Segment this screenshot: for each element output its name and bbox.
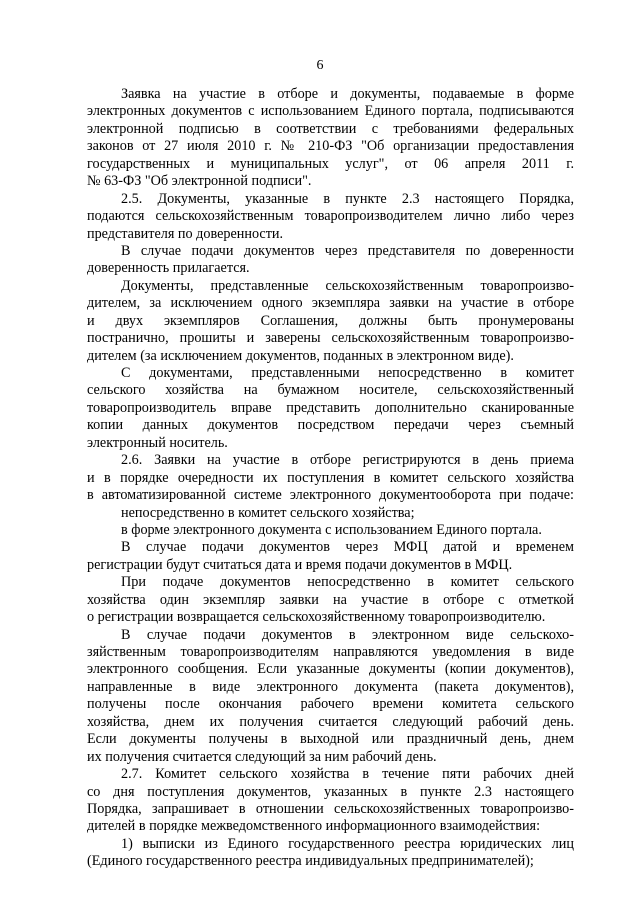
text-line: 2.5. Документы, указанные в пункте 2.3 настоящего Порядка, [121,190,574,207]
text-line: электронный носитель. [87,434,228,451]
text-line: и двух экземпляров Соглашения, должны быть пронумерованы [87,312,574,329]
text-line: 2.7. Комитет сельского хозяйства в течение пяти рабочих дней [121,766,574,783]
text-line: При подаче документов непосредственно в комитет сельского [121,574,574,591]
text-line: 1) выписки из Единого государственного реестра юридических лиц [121,835,574,852]
text-line: (Единого государственного реестра индивидуальных предпринимателей); [87,853,534,870]
text-line: представителя по доверенности. [87,225,284,242]
page-number: 6 [316,58,324,73]
text-line: получены после окончания рабочего времени комитета сельского [87,696,574,713]
text-line: копии данных документов посредством передачи через съемный [87,417,574,434]
text-line: законов от 27 июля 2010 г. № 210-ФЗ "Об организации предоставления [87,138,574,155]
text-line: хозяйства, днем их получения считается следующий рабочий день. [87,713,574,730]
text-line: направленные в виде электронного документа (пакета документов), [87,678,574,695]
text-line: в автоматизированной системе электронного документооборота при подаче: [87,487,574,504]
text-line: и в порядке очередности их поступления в комитет сельского хозяйства [87,469,574,486]
text-line: В случае подачи документов через представителя по доверенности [121,242,574,259]
text-line: товаропроизводитель вправе представить дополнительно сканированные [87,399,574,416]
text-line: их получения считается следующий за ним рабочий день. [87,748,437,765]
text-line: в форме электронного документа с использованием Единого портала. [121,521,542,538]
text-line: электронной подписью в соответствии с требованиями федеральных [87,120,574,137]
text-line: В случае подачи документов через МФЦ датой и временем [121,539,574,556]
text-line: о регистрации возвращается сельскохозяйственному товаропроизводителю. [87,609,546,626]
text-line: дителей в порядке межведомственного информационного взаимодействия: [87,818,541,835]
text-line: доверенность прилагается. [87,260,250,277]
text-line: Порядка, запрашивает в отношении сельскохозяйственных товаропроизво- [87,800,574,817]
text-line: подаются сельскохозяйственным товаропроизводителем лично либо через [87,208,574,225]
text-line: Документы, представленные сельскохозяйственным товаропроизво- [121,277,574,294]
text-line: № 63-ФЗ "Об электронной подписи". [87,173,312,190]
text-line: со дня поступления документов, указанных в пункте 2.3 настоящего [87,783,574,800]
text-line: зяйственным товаропроизводителям направляются уведомления в виде [87,644,574,660]
text-line: сельского хозяйства на бумажном носителе, сельскохозяйственный [87,382,574,399]
text-line: государственных и муниципальных услуг", от 06 апреля 2011 г. [87,155,574,172]
text-line: 2.6. Заявки на участие в отборе регистрируются в день приема [121,452,574,469]
text-line: регистрации будут считаться дата и время подачи документов в МФЦ. [87,556,513,573]
text-line: электронного сообщения. Если указанные документы (копии документов), [87,661,574,678]
body-text [87,86,574,871]
text-line: Заявка на участие в отборе и документы, подаваемые в форме [121,86,574,102]
text-line: С документами, представленными непосредственно в комитет [121,365,574,381]
text-line: В случае подачи документов в электронном виде сельскохо- [121,626,574,643]
text-line: хозяйства один экземпляр заявки на участие в отборе с отметкой [87,591,574,608]
text-line: непосредственно в комитет сельского хозяйства; [121,504,415,521]
text-line: Если документы получены в выходной или праздничный день, днем [87,731,574,748]
text-line: электронных документов с использованием Единого портала, подписываются [87,103,574,120]
text-line: дителем (за исключением документов, поданных в электронном виде). [87,347,514,364]
text-line: дителем, за исключением одного экземпляра заявки на участие в отборе [87,295,574,312]
text-line: постранично, прошиты и заверены сельскохозяйственным товаропроизво- [87,330,574,347]
